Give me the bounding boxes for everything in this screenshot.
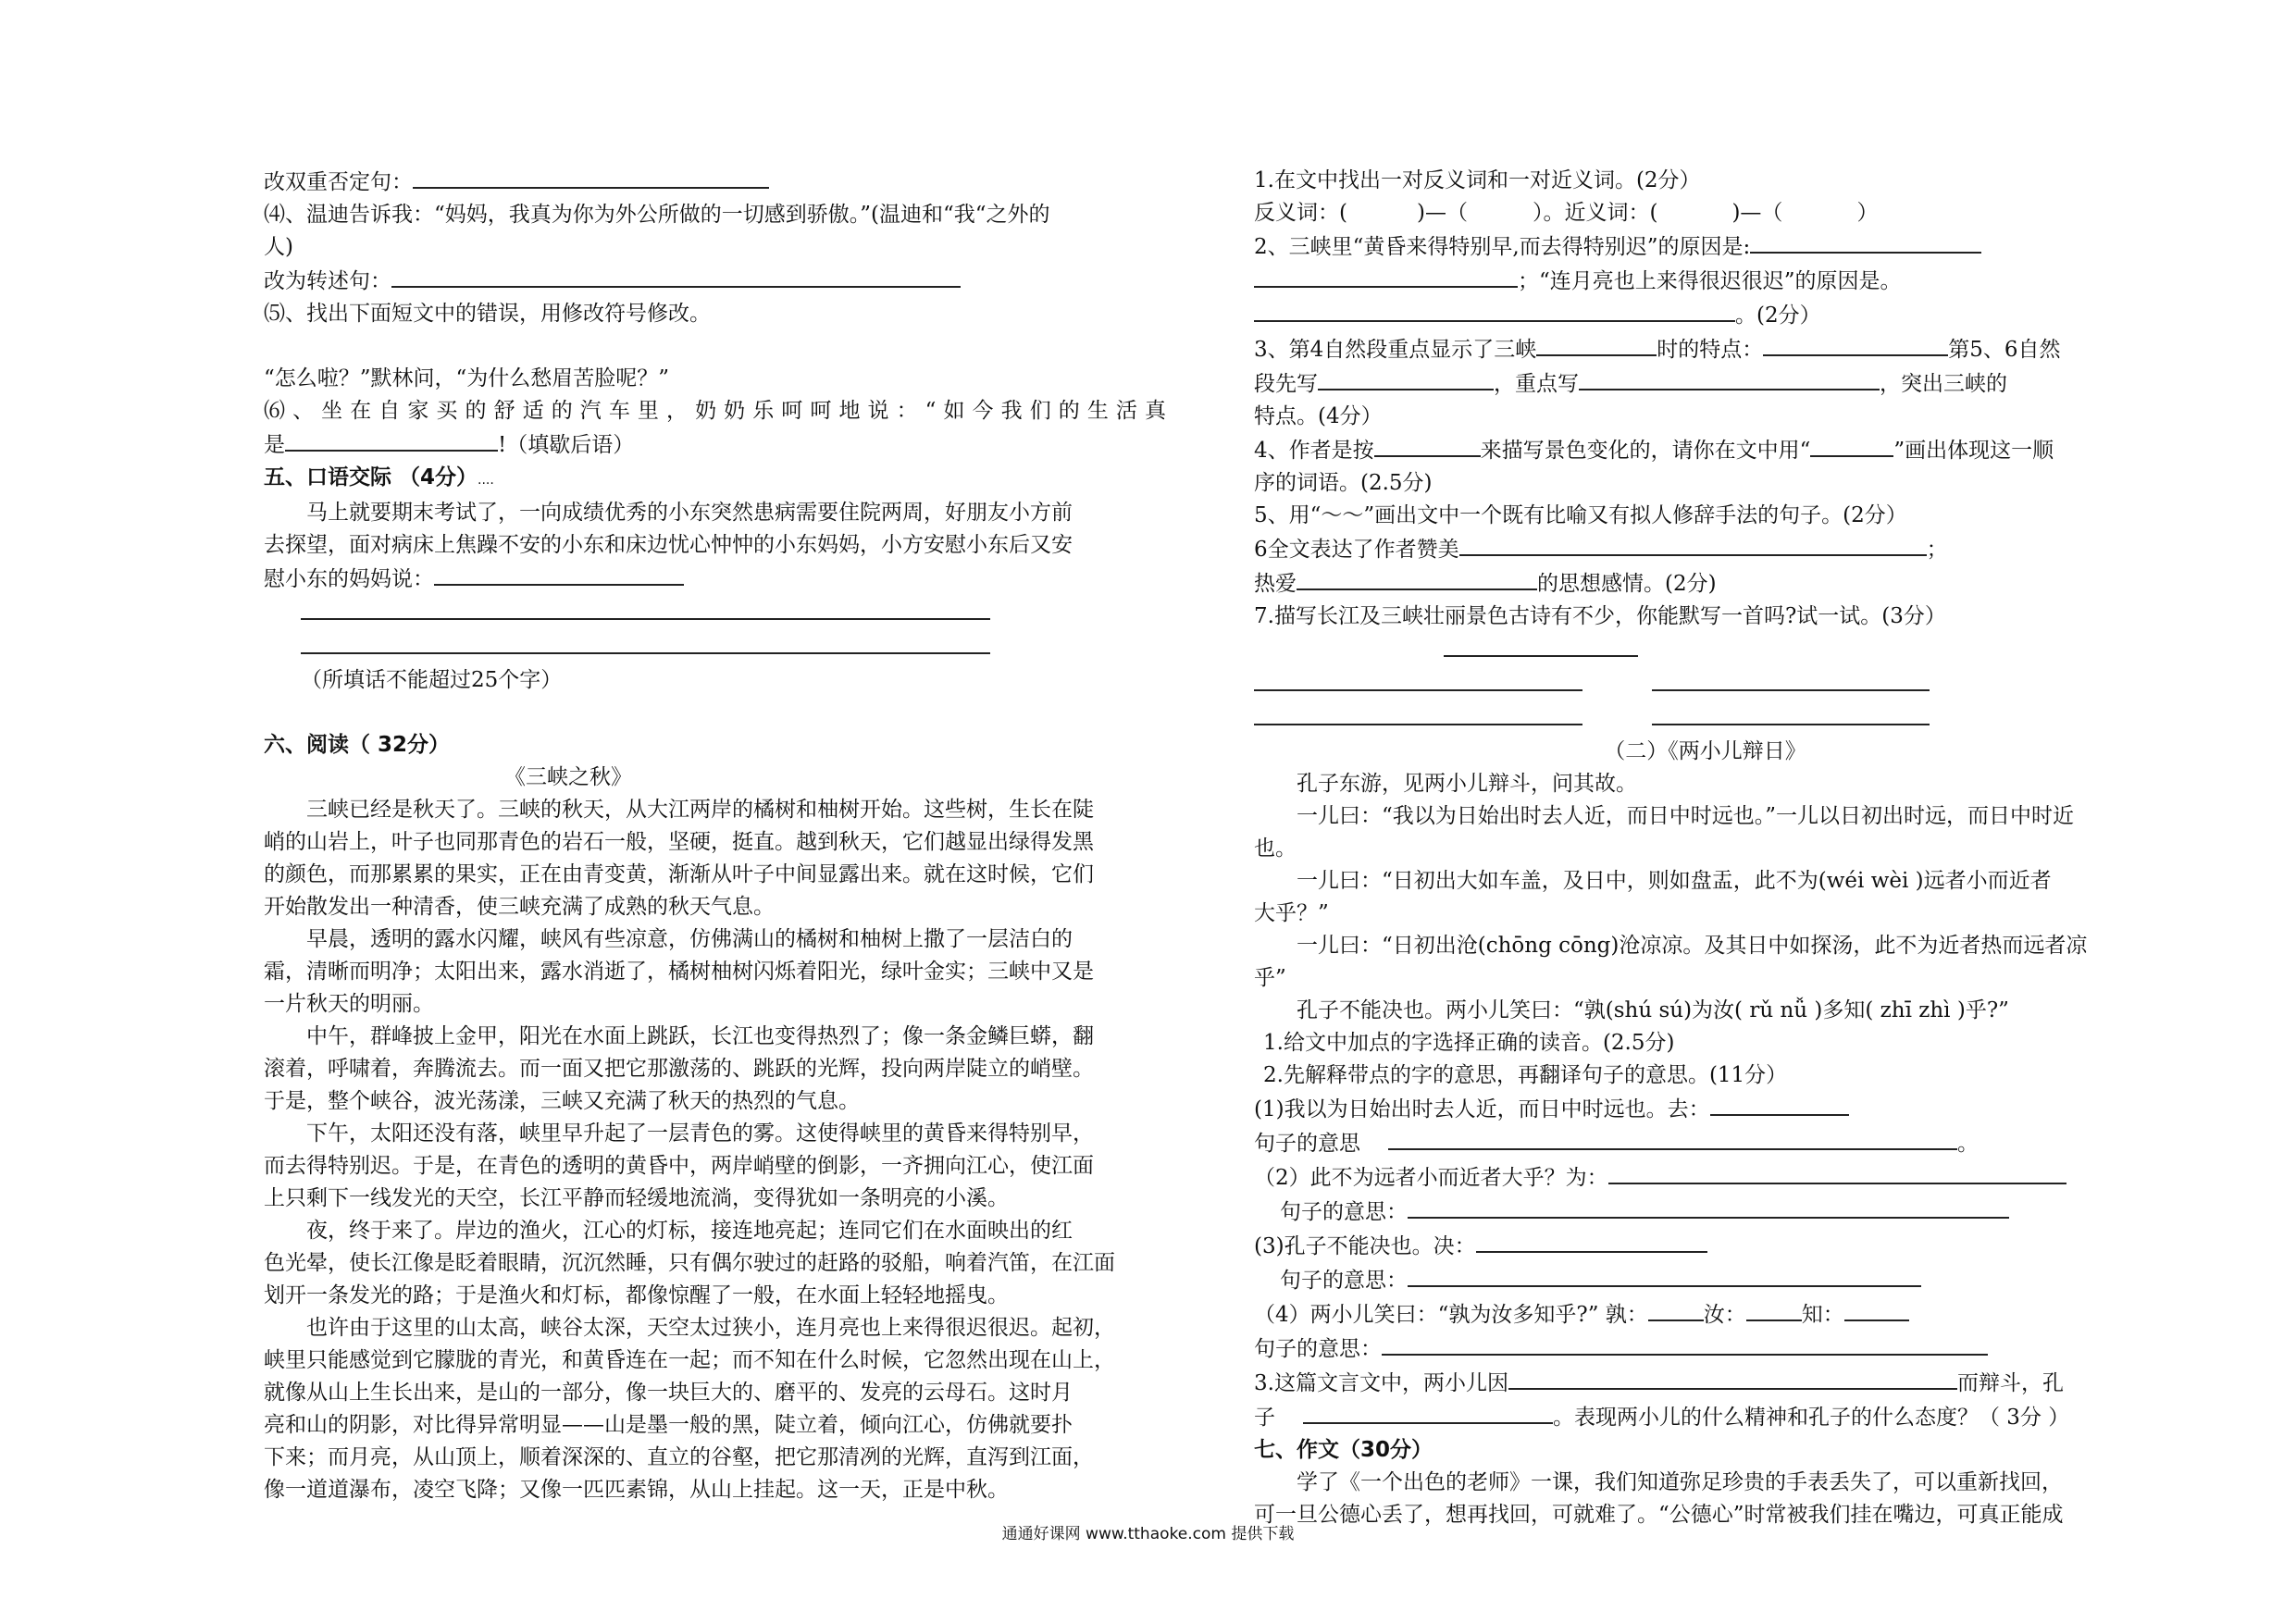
article-line: 也许由于这里的山太高，峡谷太深，天空太过狭小，连月亮也上来得很迟很迟。起初， <box>306 1316 1115 1340</box>
answer-blank[interactable] <box>1536 332 1657 356</box>
answer-blank[interactable] <box>391 264 961 288</box>
article-line: 下午，太阳还没有落，峡里早升起了一层青色的雾。这使得峡里的黄昏来得特别早， <box>306 1121 1094 1146</box>
answer-blank[interactable] <box>434 562 684 586</box>
section-7-title: 七、作文（30分） <box>1254 1438 1433 1462</box>
answer-blank[interactable] <box>1710 1092 1849 1116</box>
article-line: 上只剩下一线发光的天空，长江平静而轻缓地流淌，变得犹如一条明亮的小溪。 <box>264 1186 1009 1210</box>
part2-title: （二）《两小儿辩日》 <box>1604 739 1806 763</box>
rewrite-indirect: 改为转述句： <box>264 264 1166 298</box>
article-line: 霜，清晰而明净；太阳出来，露水消逝了，橘树柚树闪烁着阳光，绿叶金实；三峡中又是 <box>264 960 1094 984</box>
answer-blank[interactable] <box>1746 1297 1802 1321</box>
answer-blank[interactable] <box>1382 1332 1988 1356</box>
answer-blank[interactable] <box>1408 1263 1921 1287</box>
answer-blank[interactable] <box>1303 1400 1553 1424</box>
short-text: “怎么啦？”默林问，“为什么愁眉苦脸呢？” <box>264 366 670 390</box>
section-6-title: 六、阅读（ 32分） <box>264 733 451 757</box>
answer-blank[interactable] <box>1254 298 1735 322</box>
answer-line[interactable] <box>301 596 990 620</box>
section-5-title: 五、口语交际 （4分）.... <box>264 465 494 489</box>
answer-blank[interactable] <box>1648 1297 1704 1321</box>
poem-line[interactable] <box>1652 667 1930 691</box>
article-line: 夜，终于来了。岸边的渔火，江心的灯标，接连地亮起；连同它们在水面映出的红 <box>306 1219 1073 1243</box>
answer-blank[interactable] <box>1408 1195 2009 1219</box>
article-line: 开始散发出一种清香，使三峡充满了成熟的秋天气息。 <box>264 895 775 919</box>
answer-blank[interactable] <box>413 165 769 189</box>
answer-blank[interactable] <box>1579 366 1880 390</box>
article-line: 滚着，呼啸着，奔腾流去。而一面又把它那激荡的、跳跃的光辉，投向两岸陡立的峭壁。 <box>264 1057 1094 1081</box>
poem-line[interactable] <box>1254 667 1582 691</box>
article-line: 而去得特别迟。于是，在青色的透明的黄昏中，两岸峭壁的倒影，一齐拥向江心，使江面 <box>264 1154 1094 1178</box>
question-5: ⑸、找出下面短文中的错误，用修改符号修改。 <box>264 302 711 326</box>
article-line: 划开一条发光的路；于是渔火和灯标，都像惊醒了一般，在水面上轻轻地摇曳。 <box>264 1283 1009 1307</box>
answer-blank[interactable] <box>1459 532 1927 556</box>
poem-line[interactable] <box>1254 701 1582 725</box>
article-line: 峡里只能感觉到它朦胧的青光，和黄昏连在一起；而不知在什么时候，它忽然出现在山上， <box>264 1348 1115 1372</box>
poem-line[interactable] <box>1444 633 1638 657</box>
answer-blank[interactable] <box>1318 366 1494 390</box>
question-6: ⑹、坐在自家买的舒适的汽车里，奶奶乐呵呵地说：“如今我们的生活真 <box>264 399 1166 423</box>
article-line: 就像从山上生长出来，是山的一部分，像一块巨大的、磨平的、发亮的云母石。这时月 <box>264 1381 1073 1405</box>
note: （所填话不能超过25个字） <box>301 668 563 692</box>
answer-blank[interactable] <box>1750 229 1981 254</box>
poem-line[interactable] <box>1652 701 1930 725</box>
answer-blank[interactable] <box>1844 1297 1909 1321</box>
article-line: 峭的山岩上，叶子也同那青色的岩石一般，坚硬，挺直。越到秋天，它们越显出绿得发黑 <box>264 830 1094 854</box>
question-4: ⑷、温迪告诉我：“妈妈，我真为你为外公所做的一切感到骄傲。”(温迪和“我“之外的 <box>264 203 1050 227</box>
q1-blanks: 反义词：( )—（ ）。近义词：( )—（ ） <box>1254 201 1879 225</box>
answer-blank[interactable] <box>285 427 498 452</box>
article-line: 一片秋天的明丽。 <box>264 992 434 1016</box>
article-line: 色光晕，使长江像是眨着眼睛，沉沉然睡，只有偶尔驶过的赶路的驳船，响着汽笛，在江面 <box>264 1251 1115 1275</box>
article-line: 于是，整个峡谷，波光荡漾，三峡又充满了秋天的热烈的气息。 <box>264 1089 860 1113</box>
answer-blank[interactable] <box>1254 264 1518 288</box>
footer: 通通好课网 www.tthaoke.com 提供下载 <box>1001 1525 1295 1543</box>
article-line: 亮和山的阴影，对比得异常明显——山是墨一般的黑，陡立着，倾向江心，仿佛就要扑 <box>264 1413 1073 1437</box>
answer-blank[interactable] <box>1374 433 1481 457</box>
left-column: 改双重否定句： ⑷、温迪告诉我：“妈妈，我真为你为外公所做的一切感到骄傲。”(温迪和“我“之外的 人) 改为转述句： ⑸、找出下面短文中的错误，用修改符号修改。 “怎么啦？”默林问，“为什么愁眉苦脸呢？” ⑹、坐在自家买的舒适的汽车里，奶奶乐呵呵地说：“如今我们的生活真 是 !（填歇后语） 五、口语交际 （4分）.... 马上就要期末考试了，一向成绩优秀的小东突然患病需要住院两周，好朋友小方前 去探望，面对病床上焦躁不安的小东和床边忧心忡忡的小东妈妈，小方安慰小东后又安 慰小东的妈妈说： （所填话不能超过25个字） 六、阅读（ 32分） 《三峡之秋》 三峡已经是秋天了。三峡的秋天，从大江两岸的橘树和柚树开始。这些树，生长在陡 峭的山岩上，叶子也同那青色的岩石一般，坚硬，挺直。越到秋天，它们越显出绿得发黑 的颜色，而那累累的果实，正在由青变黄，渐渐从叶子中间显露出来。就在这时候，它们 开始散发出一种清香，使三峡充满了成熟的秋天气息。 早晨，透明的露水闪耀，峡风有些凉意，仿佛满山的橘树和柚树上撒了一层洁白的 霜，清晰而明净；太阳出来，露水消逝了，橘树柚树闪烁着阳光，绿叶金实；三峡中又是 一片秋天的明丽。 中午，群峰披上金甲，阳光在水面上跳跃，长江也变得热烈了；像一条金鳞巨蟒，翻 滚着，呼啸着，奔腾流去。而一面又把它那激荡的、跳跃的光辉，投向两岸陡立的峭壁。 于是，整个峡谷，波光荡漾，三峡又充满了秋天的热烈的气息。 下午，太阳还没有落，峡里早升起了一层青色的雾。这使得峡里的黄昏来得特别早， 而去得特别迟。于是，在青色的透明的黄昏中，两岸峭壁的倒影，一齐拥向江心，使江面 上只剩下一线发光的天空，长江平静而轻缓地流淌，变得犹如一条明亮的小溪。 夜，终于来了。岸边的渔火，江心的灯标，接连地亮起；连同它们在水面映出的红 色光晕，使长江像是眨着眼睛，沉沉然睡，只有偶尔驶过的赶路的驳船，响着汽笛，在江面 划开一条发光的路；于是渔火和灯标，都像惊醒了一般，在水面上轻轻地摇曳。 也许由于这里的山太高，峡谷太深，天空太过狭小，连月亮也上来得很迟很迟。起初， 峡里只能感觉到它朦胧的青光，和黄昏连在一起；而不知在什么时候，它忽然出现在山上， 就像从山上生长出来，是山的一部分，像一块巨大的、磨平的、发亮的云母石。这时月 亮和山的阴影，对比得异常明显——山是墨一般的黑，陡立着，倾向江心，仿佛就要扑 下来；而月亮，从山顶上，顺着深深的、直立的谷壑，把它那清冽的光辉，直泻到江面， 像一道道瀑布，凌空飞降；又像一匹匹素锦，从山上挂起。这一天，正是中秋。 <box>264 165 1166 1506</box>
right-column: 1.在文中找出一对反义词和一对近义词。(2分） 反义词：( )—（ ）。近义词：( )—（ ） 2、三峡里“黄昏来得特别早,而去得特别迟”的原因是: ；“连月亮也上来得很迟很迟”的原因是。 。(2分） 3、第4自然段重点显示了三峡 时的特点： 第5、6自然 段先写 ，重点写 ，突出三峡的 特点。(4分） 4、作者是按 来描写景色变化的，请你在文中用“ ”画出体现这一顺 序的词语。(2.5分) 5、用“～～”画出文中一个既有比喻又有拟人修辞手法的句子。(2分） 6全文表达了作者赞美 ； 热爱 的思想感情。(2分) 7.描写长江及三峡壮丽景色古诗有不少，你能默写一首吗?试一试。(3分） （二）《两小儿辩日》 孔子东游，见两小儿辩斗，问其故。 一儿曰：“我以为日始出时去人近，而日中时远也。”一儿以日初出时远，而日中时近 也。 一儿曰：“日初出大如车盖，及日中，则如盘盂，此不为(wéi wèi )远者小而近者 大乎？” 一儿曰：“日初出沧(chōng cōng)沧凉凉。及其日中如探汤，此不为近者热而远者凉 乎” 孔子不能决也。两小儿笑曰：“孰(shú sú)为汝( rǔ nǚ )多知( zhī zhì )乎?” 1.给文中加点的字选择正确的读音。(2.5分) 2.先解释带点的字的意思，再翻译句子的意思。(11分） (1)我以为日始出时去人近，而日中时远也。去： 句子的意思 。 （2）此不为远者小而近者大乎？为： 句子的意思： (3)孔子不能决也。决： 句子的意思： （4）两小儿笑曰：“孰为汝多知乎?” 孰： 汝： 知： 句子的意思： 3.这篇文言文中，两小儿因 而辩斗，孔 子 。表现两小儿的什么精神和孔子的什么态度？（ 3分 ） 七、作文（30分） 学了《一个出色的老师》一课，我们知道弥足珍贵的手表丢失了，可以重新找回， 可一旦公德心丢了，想再找回，可就难了。“公德心”时常被我们挂在嘴边，可真正能成 <box>1254 165 2156 1531</box>
answer-blank[interactable] <box>1763 332 1948 356</box>
answer-blank[interactable] <box>1476 1229 1707 1253</box>
answer-blank[interactable] <box>1388 1126 1957 1150</box>
article-line: 早晨，透明的露水闪耀，峡风有些凉意，仿佛满山的橘树和柚树上撒了一层洁白的 <box>306 927 1073 951</box>
answer-blank[interactable] <box>1508 1366 1957 1390</box>
article-title: 《三峡之秋》 <box>504 765 632 789</box>
answer-blank[interactable] <box>1810 433 1893 457</box>
question-6-blank: 是 !（填歇后语） <box>264 427 1166 462</box>
article-line: 三峡已经是秋天了。三峡的秋天，从大江两岸的橘树和柚树开始。这些树，生长在陡 <box>306 798 1094 822</box>
article-body <box>264 794 1166 1506</box>
oral-answer: 慰小东的妈妈说： <box>264 562 1166 596</box>
article-line: 中午，群峰披上金甲，阳光在水面上跳跃，长江也变得热烈了；像一条金鳞巨蟒，翻 <box>306 1024 1094 1048</box>
answer-blank[interactable] <box>1608 1160 2066 1184</box>
article-line: 下来；而月亮，从山顶上，顺着深深的、直立的谷壑，把它那清冽的光辉，直泻到江面， <box>264 1445 1094 1469</box>
answer-blank[interactable] <box>1297 566 1537 590</box>
answer-line[interactable] <box>301 630 990 654</box>
article-line: 的颜色，而那累累的果实，正在由青变黄，渐渐从叶子中间显露出来。就在这时候，它们 <box>264 862 1094 886</box>
article-line: 像一道道瀑布，凌空飞降；又像一匹匹素锦，从山上挂起。这一天，正是中秋。 <box>264 1478 1009 1502</box>
rewrite-double-negative: 改双重否定句： <box>264 165 1166 199</box>
